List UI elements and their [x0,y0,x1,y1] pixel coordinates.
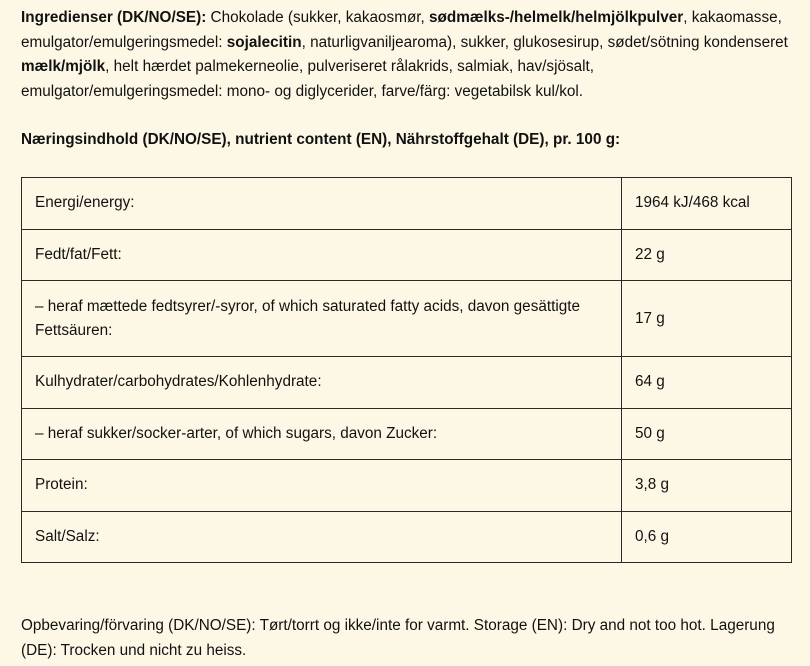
nutrient-label: Protein: [22,460,622,512]
nutrient-value: 17 g [622,281,792,357]
table-row [22,281,792,357]
allergen-milk: mælk/mjölk [21,58,106,75]
table-row [22,229,792,281]
nutrient-label: Kulhydrater/carbohydrates/Kohlenhydrate: [22,357,622,409]
ingredients-paragraph [21,6,791,104]
allergen-milk-powder: sødmælks-/helmelk/helmjölkpulver [429,9,684,26]
nutrient-value: 50 g [622,408,792,460]
storage-instructions: Opbevaring/förvaring (DK/NO/SE): Tørt/torrt og ikke/inte for varmt. Storage (EN): Dry and not too hot. Lagerung (DE): Trocken und nicht zu heiss. [21,617,775,659]
nutrition-table [21,177,792,563]
nutrient-value: 0,6 g [622,511,792,563]
nutrient-value: 22 g [622,229,792,281]
nutrient-value: 1964 kJ/468 kcal [622,178,792,230]
ingredients-text: , kakaomasse, emulgator/emulgeringsmedel: [21,9,782,51]
nutrient-label: Energi/energy: [22,178,622,230]
nutrient-label: – heraf sukker/socker-arter, of which sugars, davon Zucker: [22,408,622,460]
nutrient-label: Fedt/fat/Fett: [22,229,622,281]
nutrient-label: – heraf mættede fedtsyrer/-syror, of which saturated fatty acids, davon gesättigte Fettsäuren: [22,281,622,357]
table-row [22,357,792,409]
table-row [22,460,792,512]
ingredients-text: , naturligvaniljearoma), sukker, glukosesirup, sødet/sötning kondenseret [301,33,788,51]
allergen-soy-lecithin: sojalecitin [226,33,302,51]
table-row [22,511,792,563]
ingredients-text: Chokolade (sukker, kakaosmør, [206,9,430,26]
nutrition-heading: Næringsindhold (DK/NO/SE), nutrient content (EN), Nährstoffgehalt (DE), pr. 100 g: [21,131,621,148]
ingredients-label: Ingredienser (DK/NO/SE): [21,9,207,26]
table-row [22,178,792,230]
ingredients-text: , helt hærdet palmekerneolie, pulveriseret rålakrids, salmiak, hav/sjösalt, emulgator/emulgeringsmedel: mono- og diglycerider, farve/färg: vegetabilsk kul/kol. [21,58,595,100]
nutrient-label: Salt/Salz: [22,511,622,563]
nutrient-value: 3,8 g [622,460,792,512]
nutrient-value: 64 g [622,357,792,409]
table-row [22,408,792,460]
product-info [21,6,791,659]
